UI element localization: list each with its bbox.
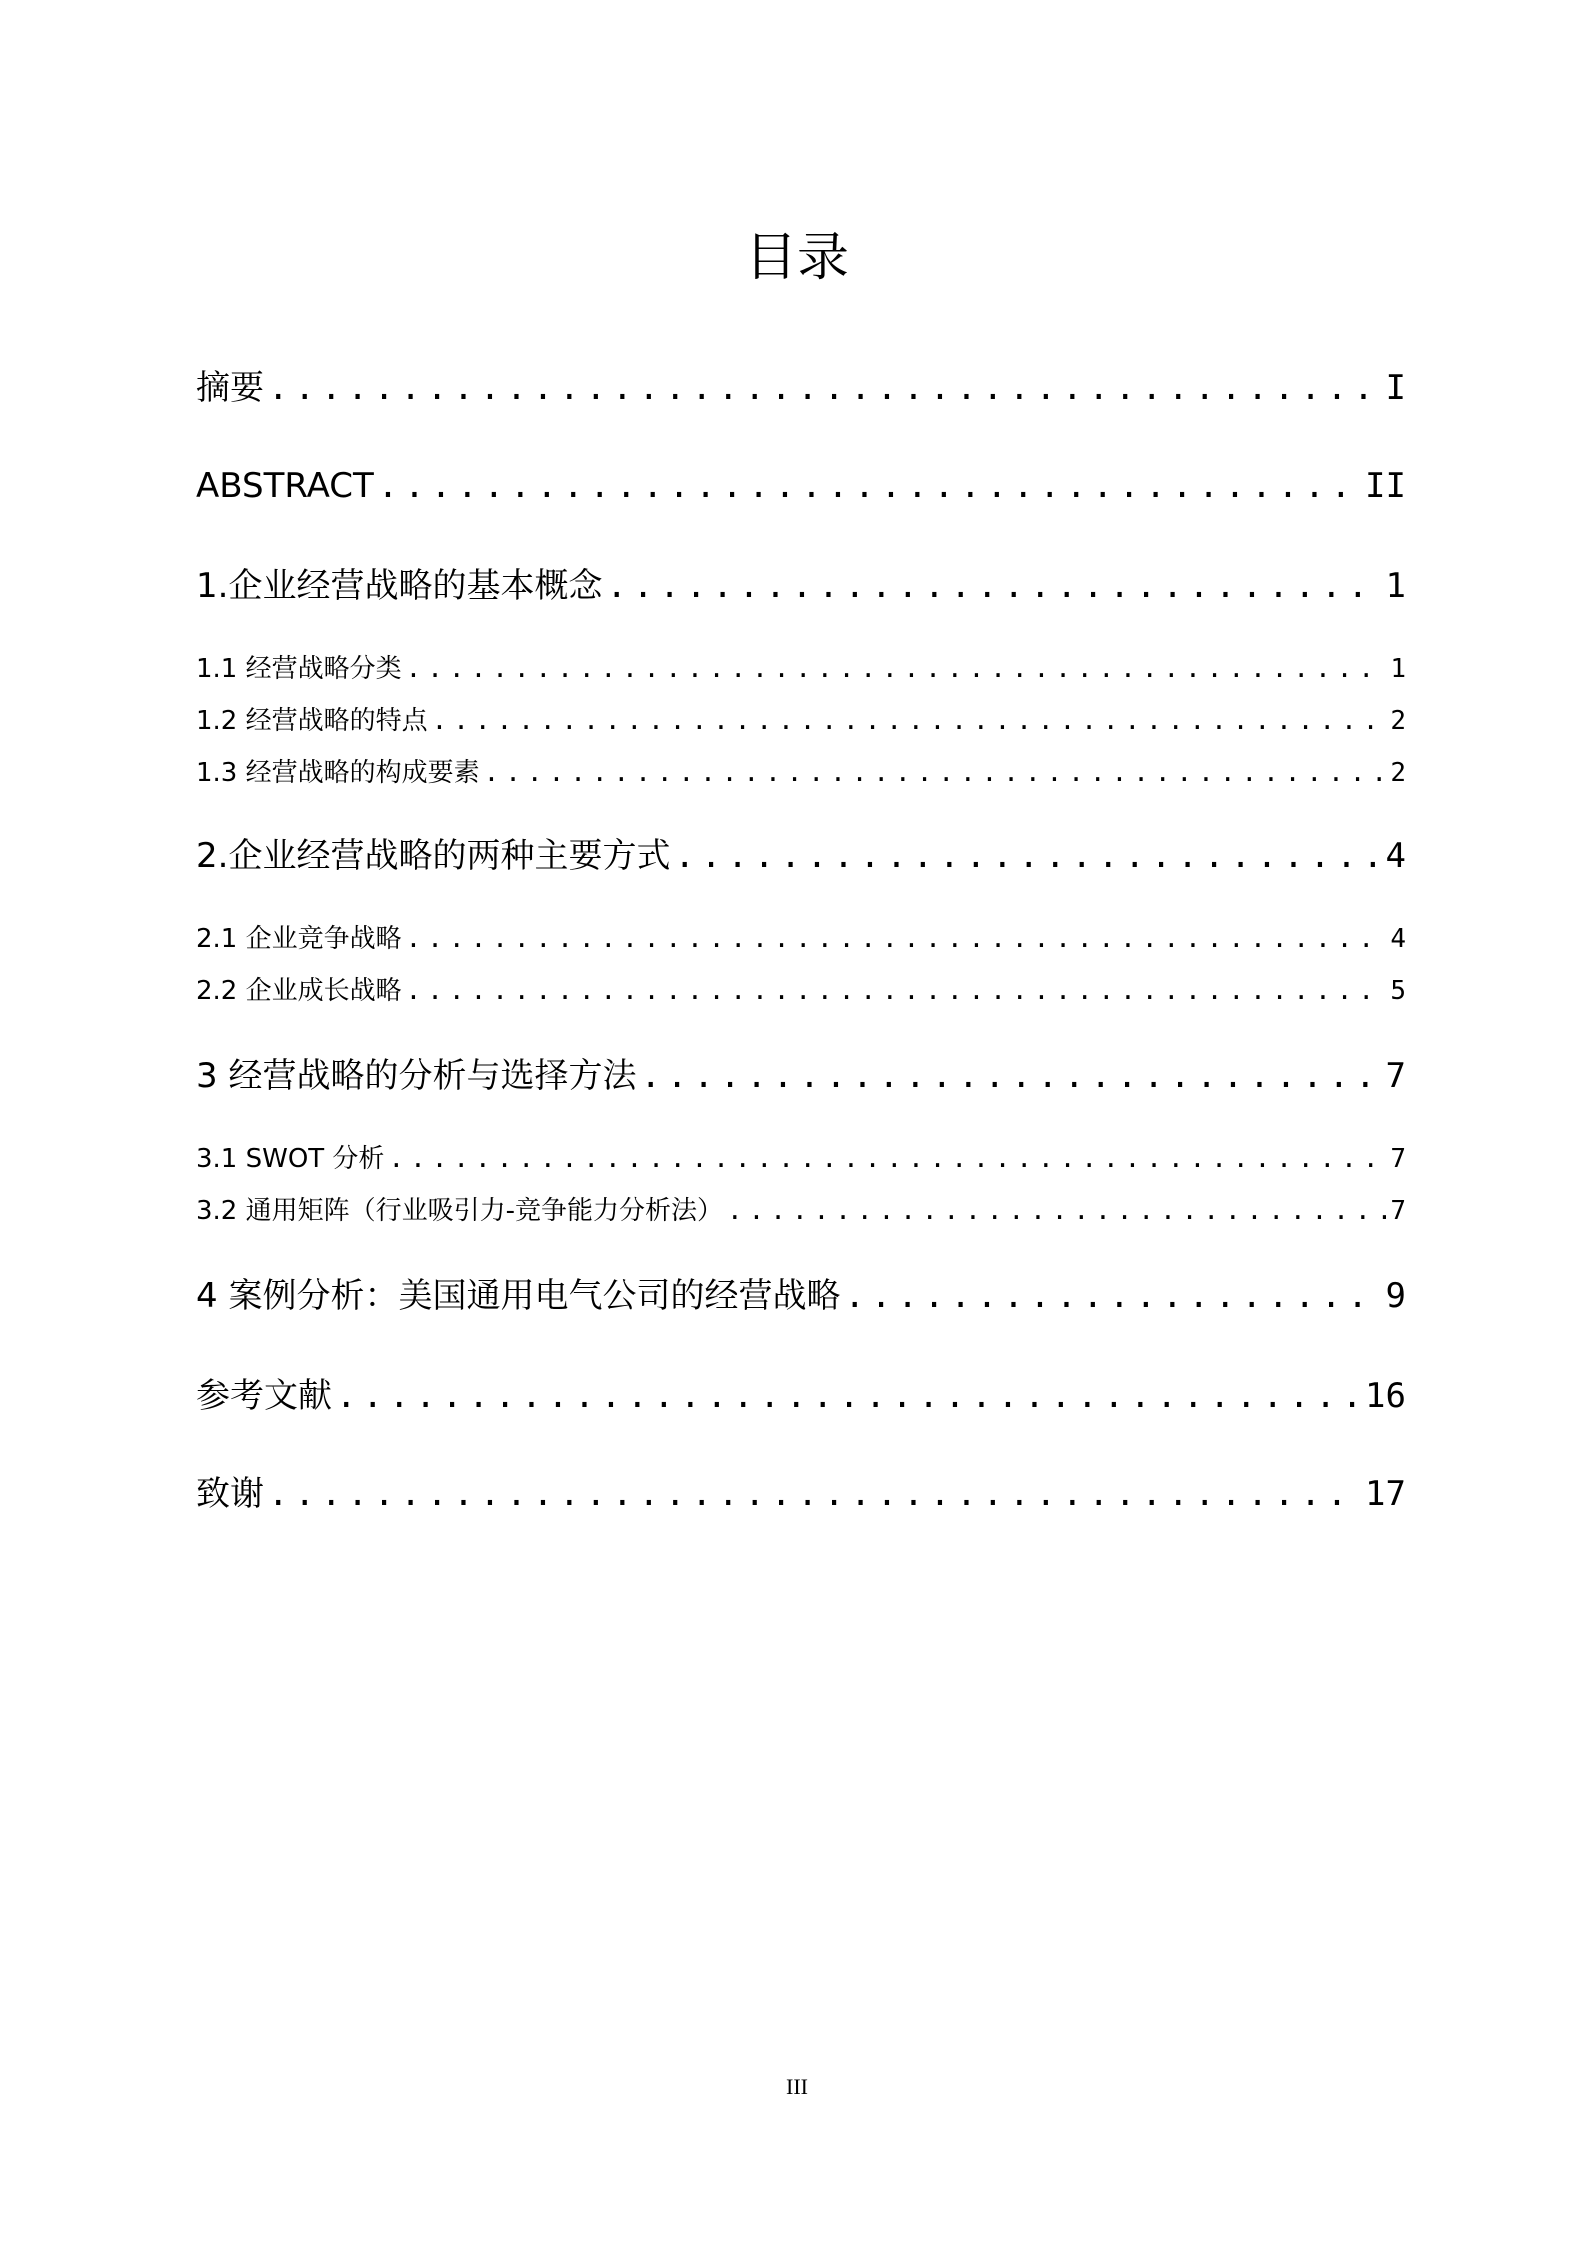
toc-entry-label: 3.2 通用矩阵（行业吸引力-竞争能力分析法） bbox=[196, 1196, 723, 1226]
toc-entry-label: 参考文献 bbox=[196, 1376, 332, 1416]
toc-entry-page: 1 bbox=[1390, 654, 1406, 684]
toc-entry-chapter-2[interactable] bbox=[196, 832, 1406, 880]
toc-entry-section-1-1[interactable] bbox=[196, 650, 1406, 688]
toc-leader-dots bbox=[268, 1470, 1361, 1518]
toc-leader-dots bbox=[378, 462, 1361, 510]
toc-leader-dots bbox=[640, 1052, 1381, 1100]
toc-entry-chapter-3[interactable] bbox=[196, 1052, 1406, 1100]
toc-entry-label: 1.企业经营战略的基本概念 bbox=[196, 566, 603, 606]
toc-entry-label: 4 案例分析：美国通用电气公司的经营战略 bbox=[196, 1276, 841, 1316]
toc-entry-page: I bbox=[1385, 368, 1406, 408]
toc-leader-dots bbox=[406, 920, 1387, 958]
page-number: III bbox=[786, 2074, 808, 2099]
toc-entry-page: 9 bbox=[1385, 1276, 1406, 1316]
page-title: 目录 bbox=[744, 228, 849, 288]
toc-entry-page: 7 bbox=[1385, 1056, 1406, 1096]
toc-entry-label: 2.企业经营战略的两种主要方式 bbox=[196, 836, 671, 876]
toc-entry-label: 2.2 企业成长战略 bbox=[196, 976, 402, 1006]
toc-entry-abstract-zh[interactable] bbox=[196, 364, 1406, 412]
toc-entry-label: 3.1 SWOT 分析 bbox=[196, 1144, 385, 1174]
toc-leader-dots bbox=[674, 832, 1381, 880]
toc-leader-dots bbox=[388, 1140, 1386, 1178]
toc-entry-label: 1.2 经营战略的特点 bbox=[196, 706, 428, 736]
toc-entry-label: 2.1 企业竞争战略 bbox=[196, 924, 402, 954]
toc-entry-page: II bbox=[1365, 466, 1406, 506]
toc-entry-abstract-en[interactable] bbox=[196, 462, 1406, 510]
toc-entry-section-1-3[interactable] bbox=[196, 754, 1406, 792]
toc-leader-dots bbox=[406, 650, 1387, 688]
toc-entry-label: 摘要 bbox=[196, 368, 264, 408]
toc-entry-page: 1 bbox=[1385, 566, 1406, 606]
toc-entry-chapter-1[interactable] bbox=[196, 562, 1406, 610]
toc-leader-dots bbox=[727, 1192, 1386, 1230]
toc-entry-page: 7 bbox=[1390, 1196, 1406, 1226]
toc-entry-acknowledgements[interactable] bbox=[196, 1470, 1406, 1518]
toc-entry-page: 4 bbox=[1385, 836, 1406, 876]
toc-entry-chapter-4[interactable] bbox=[196, 1272, 1406, 1320]
toc-leader-dots bbox=[268, 364, 1382, 412]
toc-entry-label: 致谢 bbox=[196, 1474, 264, 1514]
toc-entry-page: 7 bbox=[1390, 1144, 1406, 1174]
toc-entry-label: 1.1 经营战略分类 bbox=[196, 654, 402, 684]
toc-leader-dots bbox=[432, 702, 1387, 740]
toc-entry-section-3-1[interactable] bbox=[196, 1140, 1406, 1178]
toc-leader-dots bbox=[484, 754, 1387, 792]
toc-entry-page: 4 bbox=[1390, 924, 1406, 954]
toc-entry-section-1-2[interactable] bbox=[196, 702, 1406, 740]
toc-entry-page: 2 bbox=[1390, 706, 1406, 736]
toc-entry-page: 17 bbox=[1365, 1474, 1406, 1514]
toc-leader-dots bbox=[844, 1272, 1381, 1320]
toc-entry-label: ABSTRACT bbox=[196, 466, 374, 506]
toc-leader-dots bbox=[406, 972, 1387, 1010]
toc-entry-references[interactable] bbox=[196, 1372, 1406, 1420]
toc-entry-label: 1.3 经营战略的构成要素 bbox=[196, 758, 480, 788]
toc-entry-page: 5 bbox=[1390, 976, 1406, 1006]
toc-entry-section-2-1[interactable] bbox=[196, 920, 1406, 958]
toc-entry-section-2-2[interactable] bbox=[196, 972, 1406, 1010]
toc-entry-page: 16 bbox=[1365, 1376, 1406, 1416]
toc-entry-section-3-2[interactable] bbox=[196, 1192, 1406, 1230]
toc-entry-page: 2 bbox=[1390, 758, 1406, 788]
toc-entry-label: 3 经营战略的分析与选择方法 bbox=[196, 1056, 637, 1096]
toc-leader-dots bbox=[606, 562, 1381, 610]
toc-leader-dots bbox=[336, 1372, 1361, 1420]
